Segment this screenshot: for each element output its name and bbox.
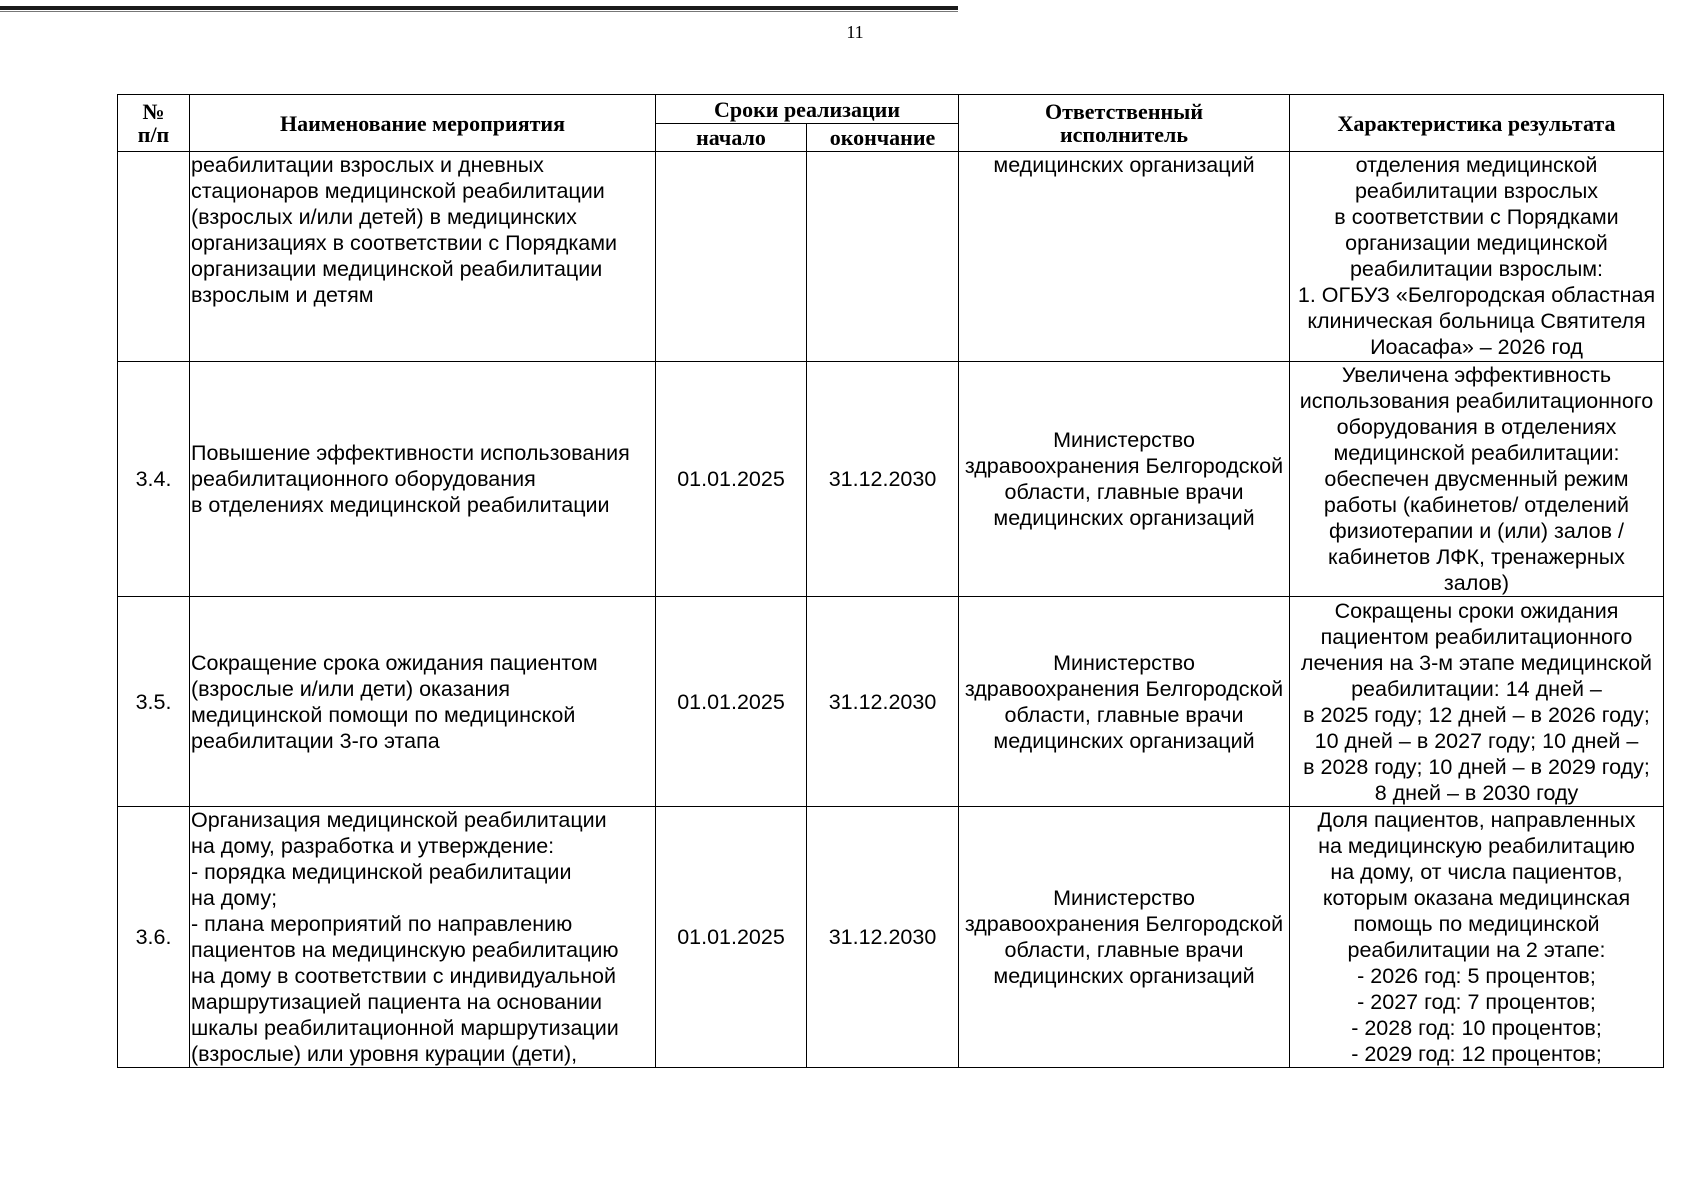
activity-name — [190, 362, 656, 597]
responsible-executor-line: Министерство — [1053, 428, 1195, 452]
row-number: 3.5. — [118, 597, 190, 807]
result-description-line: - 2029 год: 12 процентов; — [1351, 1042, 1602, 1066]
activity-name-line: реабилитационного оборудования — [191, 467, 536, 491]
activities-table — [117, 94, 1664, 1068]
result-description-line: в соответствии с Порядками — [1334, 205, 1619, 229]
activity-name-line: на дому в соответствии с индивидуальной — [191, 964, 616, 988]
activity-name-line: Организация медицинской реабилитации — [191, 808, 607, 832]
activity-name-line: стационаров медицинской реабилитации — [191, 179, 605, 203]
activity-name-line: реабилитации 3-го этапа — [191, 728, 440, 753]
row-number: 3.6. — [118, 807, 190, 1068]
row-number — [118, 152, 190, 362]
result-description-line: работы (кабинетов/ отделений — [1323, 493, 1630, 517]
end-date: 31.12.2030 — [807, 807, 959, 1068]
activity-name-line: Сокращение срока ожидания пациентом — [191, 650, 598, 675]
activity-name-line: маршрутизацией пациента на основании — [191, 990, 603, 1014]
result-description — [1290, 597, 1664, 807]
responsible-executor-line: медицинских организаций — [993, 153, 1255, 177]
result-description-line: реабилитации на 2 этапе: — [1347, 938, 1606, 962]
activity-name-line: (взрослые и/или дети) оказания — [191, 676, 510, 701]
result-description-line: 8 дней – в 2030 году — [1374, 780, 1579, 805]
result-description-line: залов) — [1443, 571, 1510, 595]
end-date: 31.12.2030 — [807, 362, 959, 597]
row-number: 3.4. — [118, 362, 190, 597]
table-row — [118, 597, 1664, 807]
responsible-executor-line: здравоохранения Белгородской — [964, 676, 1284, 701]
activity-name — [190, 597, 656, 807]
result-description — [1290, 807, 1664, 1068]
page-number: 11 — [846, 22, 864, 42]
result-description-line: в 2028 году; 10 дней – в 2029 году; — [1303, 754, 1650, 779]
table-row — [118, 362, 1664, 597]
activity-name-line: на дому; — [191, 886, 278, 910]
header-num — [118, 95, 190, 152]
result-description-line: лечения на 3-м этапе медицинской — [1300, 650, 1653, 675]
result-description-line: реабилитации взрослым: — [1349, 257, 1604, 281]
responsible-executor-line: медицинских организаций — [993, 964, 1255, 988]
activity-name-line: шкалы реабилитационной маршрутизации — [191, 1016, 619, 1040]
activity-name-line: Повышение эффективности использования — [191, 441, 630, 465]
responsible-executor-line: Министерство — [1053, 886, 1195, 910]
activity-name-line: организациях в соответствии с Порядками — [191, 231, 618, 255]
activity-name-line: реабилитации взрослых и дневных — [191, 153, 544, 177]
result-description-line: Увеличена эффективность — [1341, 363, 1612, 387]
result-description-line: на дому, от числа пациентов, — [1330, 860, 1623, 884]
start-date: 01.01.2025 — [656, 597, 807, 807]
result-description-line: физиотерапии и (или) залов / — [1329, 519, 1624, 543]
header-period: Сроки реализации — [656, 95, 959, 124]
result-description-line: в 2025 году; 12 дней – в 2026 году; — [1303, 702, 1650, 727]
activity-name-line: - плана мероприятий по направлению — [191, 912, 573, 936]
activity-name-line: взрослым и детям — [191, 283, 374, 307]
activity-name — [190, 807, 656, 1068]
result-description-line: организации медицинской — [1345, 231, 1608, 255]
header-num-line: п/п — [137, 122, 170, 147]
header-end: окончание — [807, 124, 959, 152]
activity-name — [190, 152, 656, 362]
result-description-line: Сокращены сроки ожидания — [1334, 598, 1619, 623]
result-description-line: медицинской реабилитации: — [1333, 441, 1620, 465]
responsible-executor-line: области, главные врачи — [1004, 480, 1244, 504]
result-description-line: - 2027 год: 7 процентов; — [1357, 990, 1596, 1014]
activity-name-line: в отделениях медицинской реабилитации — [191, 493, 610, 517]
top-border-line-thin — [0, 11, 958, 12]
result-description-line: оборудования в отделениях — [1336, 415, 1617, 439]
start-date: 01.01.2025 — [656, 807, 807, 1068]
activity-name-line: пациентов на медицинскую реабилитацию — [191, 938, 619, 962]
header-responsible — [959, 95, 1290, 152]
result-description-line: отделения медицинской — [1355, 153, 1598, 177]
result-description-line: обеспечен двусменный режим — [1324, 467, 1629, 491]
responsible-executor-line: здравоохранения Белгородской — [964, 454, 1284, 478]
header-num-line: № — [142, 99, 165, 124]
table-row — [118, 152, 1664, 362]
result-description — [1290, 362, 1664, 597]
end-date: 31.12.2030 — [807, 597, 959, 807]
responsible-executor — [959, 807, 1290, 1068]
header-name: Наименование мероприятия — [190, 95, 656, 152]
activity-name-line: (взрослые) или уровня курации (дети), — [191, 1042, 578, 1066]
responsible-executor-line: области, главные врачи — [1004, 702, 1244, 727]
header-responsible-line: Ответственный — [1044, 99, 1204, 124]
responsible-executor-line: области, главные врачи — [1004, 938, 1244, 962]
result-description-line: реабилитации взрослых — [1354, 179, 1599, 203]
responsible-executor-line: медицинских организаций — [993, 506, 1255, 530]
result-description-line: клиническая больница Святителя — [1307, 309, 1646, 333]
activity-name-line: организации медицинской реабилитации — [191, 257, 603, 281]
responsible-executor — [959, 362, 1290, 597]
header-start: начало — [656, 124, 807, 152]
result-description-line: - 2026 год: 5 процентов; — [1357, 964, 1596, 988]
result-description-line: использования реабилитационного — [1299, 389, 1654, 413]
result-description-line: 10 дней – в 2027 году; 10 дней – — [1314, 728, 1639, 753]
responsible-executor — [959, 152, 1290, 362]
header-result: Характеристика результата — [1290, 95, 1664, 152]
start-date: 01.01.2025 — [656, 362, 807, 597]
responsible-executor-line: здравоохранения Белгородской — [964, 912, 1284, 936]
responsible-executor-line: медицинских организаций — [993, 728, 1255, 753]
result-description-line: которым оказана медицинская — [1322, 886, 1631, 910]
result-description-line: кабинетов ЛФК, тренажерных — [1328, 545, 1625, 569]
result-description-line: пациентом реабилитационного — [1320, 624, 1633, 649]
result-description — [1290, 152, 1664, 362]
result-description-line: на медицинскую реабилитацию — [1318, 834, 1635, 858]
top-border-line — [0, 6, 958, 10]
activity-name-line: медицинской помощи по медицинской — [191, 702, 576, 727]
table-row — [118, 807, 1664, 1068]
responsible-executor — [959, 597, 1290, 807]
responsible-executor-line: Министерство — [1053, 650, 1195, 675]
result-description-line: помощь по медицинской — [1353, 912, 1600, 936]
result-description-line: Иоасафа» – 2026 год — [1370, 335, 1583, 359]
end-date — [807, 152, 959, 362]
start-date — [656, 152, 807, 362]
header-responsible-line: исполнитель — [1059, 122, 1189, 147]
result-description-line: Доля пациентов, направленных — [1317, 808, 1636, 832]
activity-name-line: на дому, разработка и утверждение: — [191, 834, 555, 858]
result-description-line: - 2028 год: 10 процентов; — [1351, 1016, 1602, 1040]
result-description-line: реабилитации: 14 дней – — [1351, 676, 1602, 701]
activity-name-line: (взрослых и/или детей) в медицинских — [191, 205, 577, 229]
activity-name-line: - порядка медицинской реабилитации — [191, 860, 572, 884]
result-description-line: 1. ОГБУЗ «Белгородская областная — [1297, 283, 1656, 307]
